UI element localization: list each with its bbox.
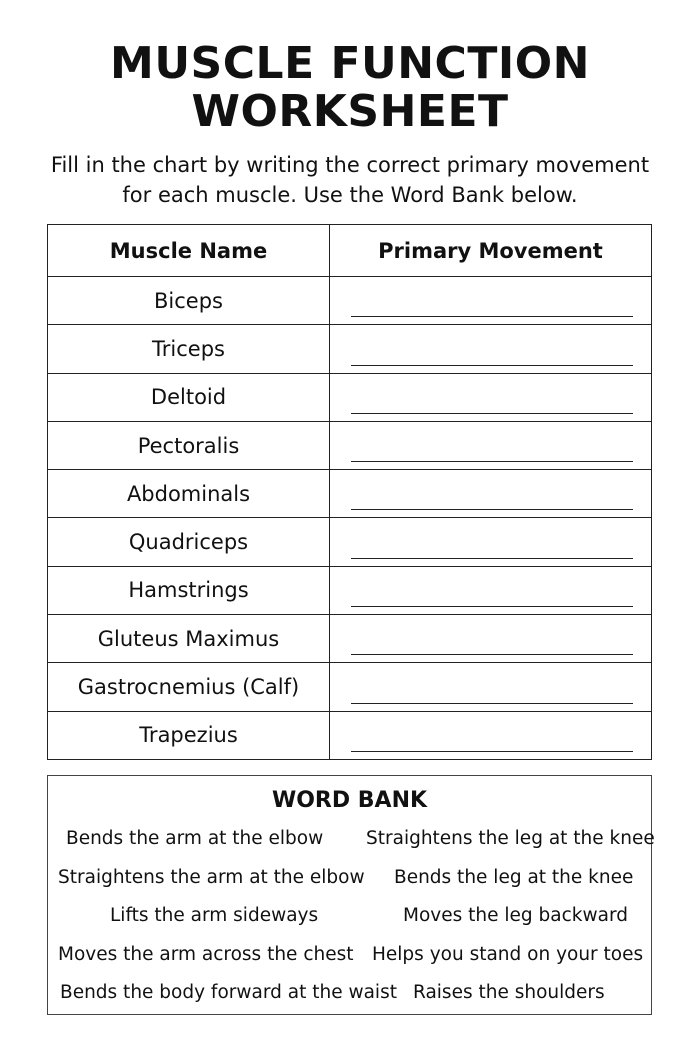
- table-row: [48, 662, 651, 710]
- table-row: [48, 373, 651, 421]
- muscle-name: Gluteus Maximus: [48, 615, 330, 662]
- header-muscle-name: Muscle Name: [48, 225, 330, 276]
- word-bank-item: Moves the leg backward: [403, 905, 628, 926]
- answer-blank-line: [351, 413, 633, 414]
- answer-blank-line: [351, 461, 633, 462]
- muscle-name: Hamstrings: [48, 567, 330, 614]
- instructions: [0, 150, 700, 210]
- muscle-name: Triceps: [48, 325, 330, 372]
- table-row: [48, 614, 651, 662]
- muscle-name: Gastrocnemius (Calf): [48, 663, 330, 710]
- muscle-name: Abdominals: [48, 470, 330, 517]
- word-bank-item: Lifts the arm sideways: [110, 905, 319, 926]
- movement-answer-field[interactable]: [330, 567, 651, 614]
- muscle-name: Trapezius: [48, 712, 330, 759]
- instructions-line-2: for each muscle. Use the Word Bank below.: [122, 183, 578, 207]
- header-primary-movement: Primary Movement: [378, 238, 603, 263]
- movement-answer-field[interactable]: [330, 422, 651, 469]
- table-row: [48, 517, 651, 565]
- muscle-name: Quadriceps: [48, 518, 330, 565]
- answer-blank-line: [351, 654, 633, 655]
- movement-answer-field[interactable]: [330, 615, 651, 662]
- answer-blank-line: [351, 558, 633, 559]
- table-row: [48, 711, 651, 759]
- answer-blank-line: [351, 606, 633, 607]
- movement-answer-field[interactable]: [330, 712, 651, 759]
- table-row: [48, 421, 651, 469]
- title-line-1: MUSCLE FUNCTION: [110, 38, 590, 89]
- muscle-table: [47, 224, 652, 760]
- muscle-name: Pectoralis: [48, 422, 330, 469]
- word-bank: [47, 775, 655, 1015]
- instructions-line-1: Fill in the chart by writing the correct primary movement: [50, 153, 650, 177]
- answer-blank-line: [351, 316, 633, 317]
- word-bank-item: Bends the arm at the elbow: [66, 828, 324, 849]
- answer-blank-line: [351, 703, 633, 704]
- movement-answer-field[interactable]: [330, 325, 651, 372]
- table-row: [48, 324, 651, 372]
- table-header-row: [48, 225, 651, 276]
- movement-answer-field[interactable]: [330, 518, 651, 565]
- movement-answer-field[interactable]: [330, 374, 651, 421]
- word-bank-item: Straightens the leg at the knee: [366, 828, 655, 849]
- muscle-name: Biceps: [48, 277, 330, 324]
- word-bank-item: Bends the body forward at the waist: [60, 982, 397, 1003]
- movement-answer-field[interactable]: [330, 663, 651, 710]
- muscle-name: Deltoid: [48, 374, 330, 421]
- table-row: [48, 566, 651, 614]
- title-line-2: WORKSHEET: [191, 86, 509, 137]
- movement-answer-field[interactable]: [330, 277, 651, 324]
- word-bank-item: Helps you stand on your toes: [372, 944, 644, 965]
- word-bank-item: Straightens the arm at the elbow: [58, 867, 365, 888]
- answer-blank-line: [351, 509, 633, 510]
- word-bank-title: WORD BANK: [271, 788, 428, 813]
- worksheet-title: [0, 40, 700, 136]
- word-bank-item: Bends the leg at the knee: [394, 867, 634, 888]
- answer-blank-line: [351, 751, 633, 752]
- answer-blank-line: [351, 365, 633, 366]
- word-bank-item: Moves the arm across the chest: [58, 944, 354, 965]
- table-row: [48, 276, 651, 324]
- word-bank-item: Raises the shoulders: [413, 982, 605, 1003]
- table-row: [48, 469, 651, 517]
- movement-answer-field[interactable]: [330, 470, 651, 517]
